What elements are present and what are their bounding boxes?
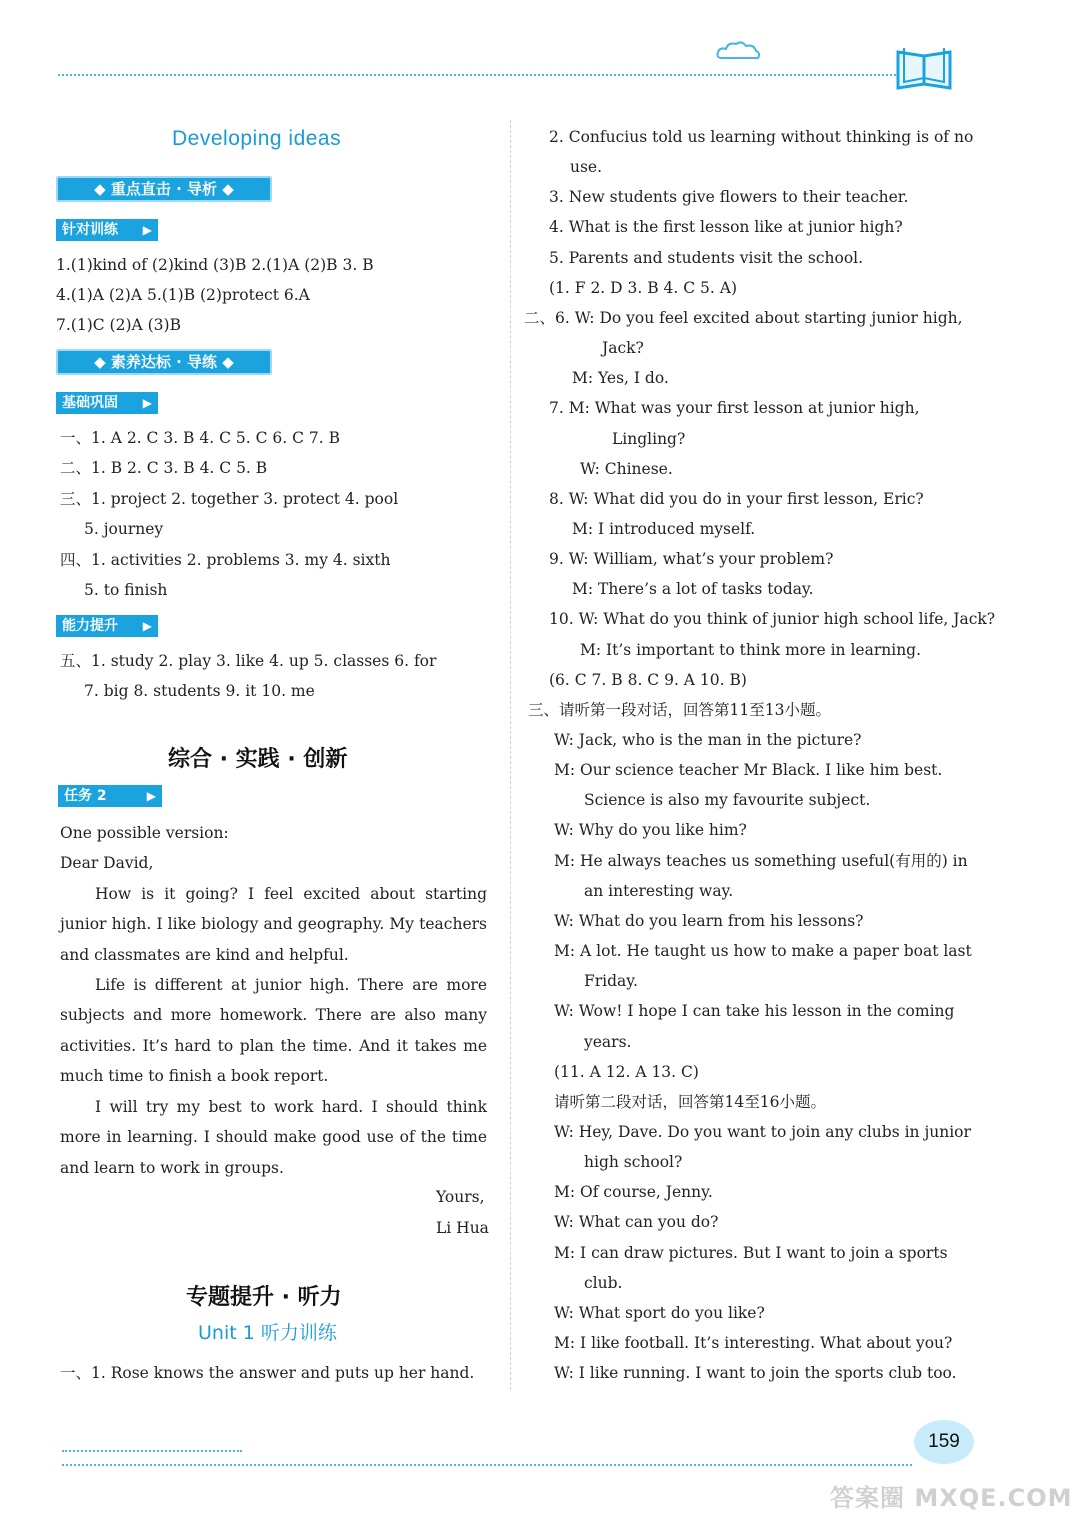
right-line: 2. Confucius told us learning without thinking is of no [549, 128, 974, 146]
section-heading-listening: 专题提升 · 听力 [186, 1285, 342, 1310]
right-line: M: I introduced myself. [572, 520, 756, 538]
letter-paragraph-2: Life is different at junior high. There are more subjects and more homework. There are also many activities. It’s hard to plan the time. And it takes me much time to finish a book report. [60, 976, 487, 1086]
footer-rule-top [62, 1450, 242, 1452]
watermark: 答案圈 MXQE.COM [830, 1484, 1073, 1512]
right-line: 5. Parents and students visit the school. [549, 249, 864, 267]
right-line: W: I like running. I want to join the sports club too. [554, 1364, 957, 1382]
tag-basics: 基础巩固 ▶ [56, 392, 158, 414]
right-line: use. [570, 158, 603, 176]
right-line: (6. C 7. B 8. C 9. A 10. B) [549, 671, 747, 689]
right-line: high school? [584, 1153, 683, 1171]
right-line: M: He always teaches us something useful(有用的) in [554, 852, 968, 870]
listening-q1: 一、1. Rose knows the answer and puts up her hand. [60, 1364, 475, 1382]
tag-ability: 能力提升 ▶ [56, 615, 158, 637]
right-line: W: Wow! I hope I can take his lesson in the coming [554, 1002, 955, 1020]
answer-q3b: 5. journey [84, 520, 164, 538]
right-line: W: Hey, Dave. Do you want to join any clubs in junior [554, 1123, 971, 1141]
answer-q5b: 7. big 8. students 9. it 10. me [84, 682, 315, 700]
section-title: Developing ideas [172, 127, 342, 150]
right-line: M: It’s important to think more in learning. [580, 641, 922, 659]
answer-q2: 二、1. B 2. C 3. B 4. C 5. B [60, 459, 268, 477]
letter-greeting: Dear David, [60, 854, 154, 872]
cloud-icon [714, 40, 762, 62]
right-line: M: There’s a lot of tasks today. [572, 580, 814, 598]
answer-q4a: 四、1. activities 2. problems 3. my 4. sixth [60, 551, 391, 569]
answer-line-2: 4.(1)A (2)A 5.(1)B (2)protect 6.A [56, 286, 310, 304]
footer-rule [62, 1464, 912, 1466]
page-number: 159 [914, 1420, 974, 1464]
right-line: 请听第二段对话，回答第14至16小题。 [554, 1093, 826, 1111]
right-line: Lingling? [612, 430, 686, 448]
right-line: M: I like football. It’s interesting. What about you? [554, 1334, 953, 1352]
right-line: W: Chinese. [580, 460, 673, 478]
answer-q4b: 5. to finish [84, 581, 168, 599]
column-divider [510, 120, 511, 1390]
right-line: an interesting way. [584, 882, 734, 900]
tag-task-2: 任务 2 ▶ [58, 785, 162, 807]
right-line: 9. W: William, what’s your problem? [549, 550, 834, 568]
right-line: M: Our science teacher Mr Black. I like him best. [554, 761, 943, 779]
right-line: 10. W: What do you think of junior high school life, Jack? [549, 610, 996, 628]
unit-subtitle: Unit 1 听力训练 [198, 1322, 337, 1344]
right-line: 三、请听第一段对话，回答第11至13小题。 [528, 701, 831, 719]
right-line: W: What sport do you like? [554, 1304, 765, 1322]
letter-closing: Yours, [436, 1188, 485, 1206]
right-line: W: What do you learn from his lessons? [554, 912, 864, 930]
right-line: (1. F 2. D 3. B 4. C 5. A) [549, 279, 738, 297]
letter-intro: One possible version: [60, 824, 229, 842]
answer-q1: 一、1. A 2. C 3. B 4. C 5. C 6. C 7. B [60, 429, 340, 447]
right-line: 8. W: What did you do in your first lesson, Eric? [549, 490, 924, 508]
right-line: M: I can draw pictures. But I want to join a sports [554, 1244, 948, 1262]
right-line: 4. What is the first lesson like at junior high? [549, 218, 903, 236]
answer-line-1: 1.(1)kind of (2)kind (3)B 2.(1)A (2)B 3. B [56, 256, 374, 274]
section-heading-practice: 综合 · 实践 · 创新 [168, 747, 348, 772]
right-line: 二、6. W: Do you feel excited about starting junior high, [524, 309, 963, 327]
right-line: Friday. [584, 972, 638, 990]
right-line: 7. M: What was your first lesson at junior high, [549, 399, 920, 417]
letter-paragraph-1: How is it going? I feel excited about starting junior high. I like biology and geography. My teachers and classmates are kind and helpful. [60, 885, 487, 964]
answer-q5a: 五、1. study 2. play 3. like 4. up 5. classes 6. for [60, 652, 437, 670]
right-line: years. [584, 1033, 632, 1051]
right-line: W: Jack, who is the man in the picture? [554, 731, 862, 749]
right-line: (11. A 12. A 13. C) [554, 1063, 699, 1081]
letter-signature: Li Hua [436, 1219, 489, 1237]
right-line: M: Of course, Jenny. [554, 1183, 713, 1201]
banner-literacy: ◆ 素养达标 · 导练 ◆ [56, 349, 272, 375]
right-line: 3. New students give flowers to their teacher. [549, 188, 909, 206]
answer-line-3: 7.(1)C (2)A (3)B [56, 316, 181, 334]
right-line: Jack? [602, 339, 644, 357]
letter-paragraph-3: I will try my best to work hard. I should think more in learning. I should make good use of the time and learn to work in groups. [60, 1098, 487, 1177]
right-line: M: A lot. He taught us how to make a paper boat last [554, 942, 972, 960]
book-icon [894, 44, 954, 92]
tag-targeted-training: 针对训练 ▶ [56, 219, 158, 241]
right-line: W: Why do you like him? [554, 821, 747, 839]
right-line: W: What can you do? [554, 1213, 719, 1231]
banner-key-points: ◆ 重点直击 · 导析 ◆ [56, 176, 272, 202]
header-rule [58, 74, 896, 76]
right-line: Science is also my favourite subject. [584, 791, 871, 809]
right-line: M: Yes, I do. [572, 369, 669, 387]
answer-q3a: 三、1. project 2. together 3. protect 4. pool [60, 490, 399, 508]
right-line: club. [584, 1274, 623, 1292]
